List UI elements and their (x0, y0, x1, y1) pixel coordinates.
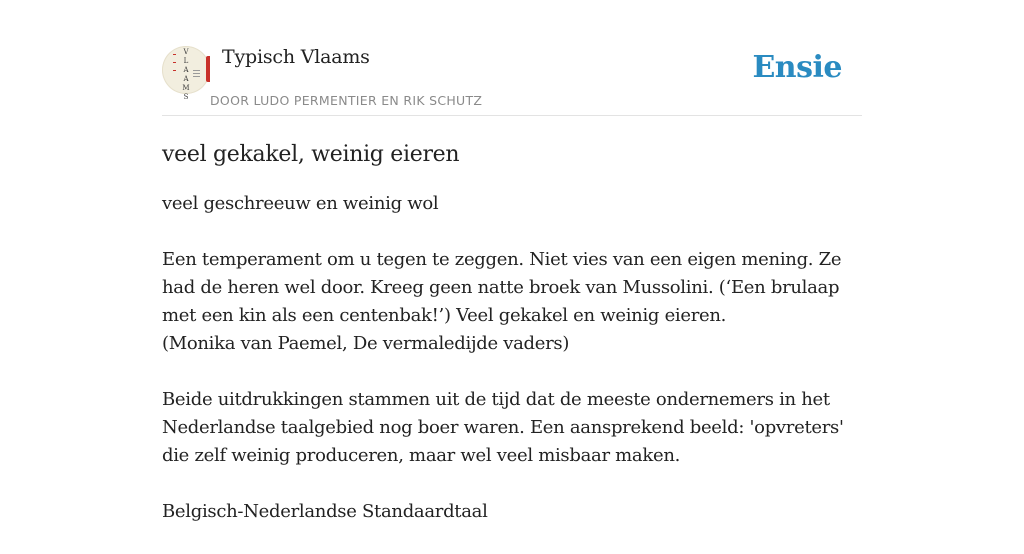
avatar-rule (193, 73, 200, 74)
avatar-tick (173, 54, 176, 55)
blog-title[interactable]: Typisch Vlaams (222, 46, 370, 68)
avatar-tick (173, 70, 176, 71)
entry-title: veel gekakel, weinig eieren (162, 142, 460, 167)
avatar-rule (193, 76, 200, 77)
avatar-letter: M (182, 84, 190, 92)
header (162, 0, 862, 116)
avatar-accent (206, 56, 210, 82)
definition-explanation: Beide uitdrukkingen stammen uit de tijd dat de meeste ondernemers in het Nederlandse taalgebied nog boer waren. Een aansprekend beeld: 'opvreters' die zelf weinig produceren, maar wel veel misbaar maken. (162, 389, 844, 466)
brand-logo[interactable]: Ensie (752, 50, 842, 85)
avatar-lettering (179, 48, 193, 102)
byline: DOOR LUDO PERMENTIER EN RIK SCHUTZ (210, 93, 483, 108)
quote-text: Een temperament om u tegen te zeggen. Niet vies van een eigen mening. Ze had de heren wel door. Kreeg geen natte broek van Mussolini. (‘Een brulaap met een kin als een centenbak!’) Veel gekakel en weinig eieren. (162, 249, 842, 326)
entry-definition (162, 190, 862, 526)
avatar-letter: A (183, 66, 189, 74)
avatar-letter: V (183, 48, 189, 56)
blog-avatar[interactable] (162, 46, 210, 101)
content-column (162, 0, 862, 554)
avatar-letter: L (183, 57, 189, 65)
definition-category: Belgisch-Nederlandse Standaardtaal (162, 501, 488, 522)
definition-synonym: veel geschreeuw en weinig wol (162, 193, 439, 214)
avatar-letter: S (183, 93, 189, 101)
avatar-rule (193, 70, 200, 71)
avatar-letter: A (183, 75, 189, 83)
definition-quote (162, 246, 862, 358)
quote-source: (Monika van Paemel, De vermaledijde vaders) (162, 333, 570, 354)
avatar-tick (173, 62, 176, 63)
